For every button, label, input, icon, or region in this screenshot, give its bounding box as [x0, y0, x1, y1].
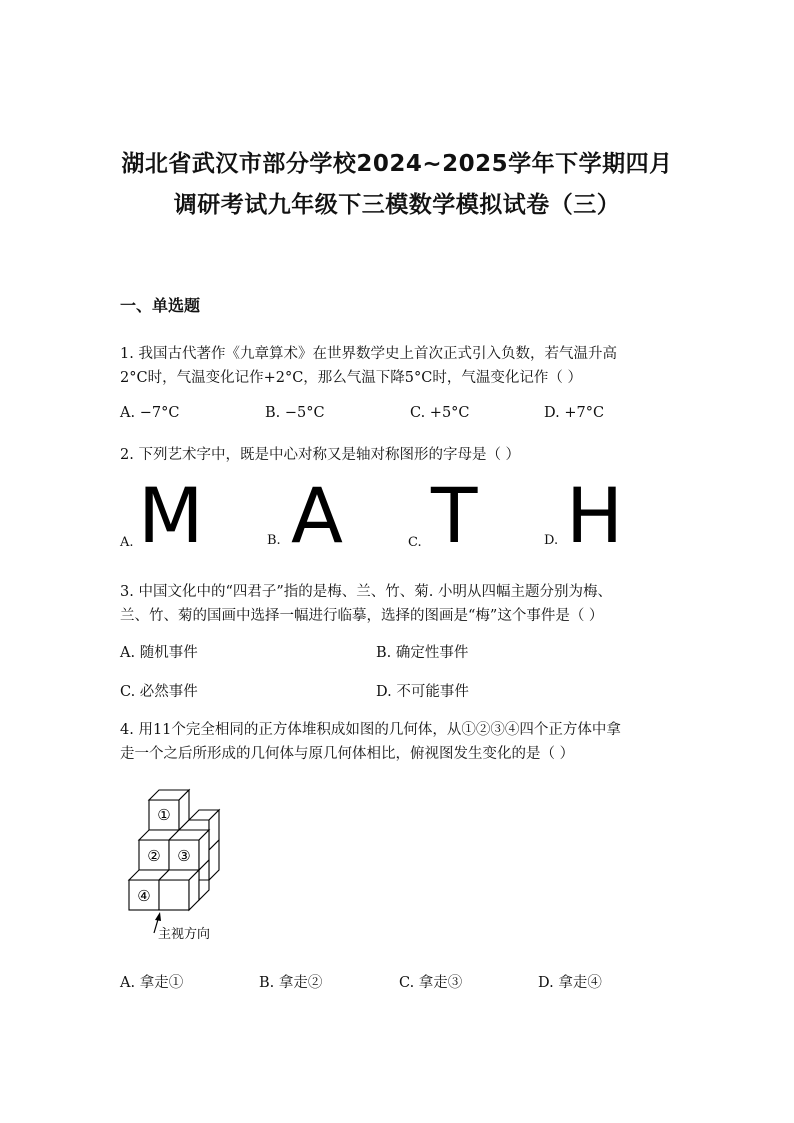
q3-option-b: B. 确定性事件 [376, 645, 469, 661]
q4-text-line-1: 4. 用11个完全相同的正方体堆积成如图的几何体，从①②③④四个正方体中拿 [120, 722, 621, 738]
q1-option-d: D. +7°C [544, 405, 605, 421]
q1-option-b: B. −5°C [265, 405, 325, 421]
q1-option-a: A. −7°C [120, 405, 180, 421]
q2-letter-t: T [431, 471, 478, 560]
q2-letter-h: H [566, 471, 624, 560]
q2-letter-a: A [291, 471, 343, 560]
cube-label-3: ③ [177, 847, 191, 865]
cube-stack-figure [120, 785, 240, 945]
exam-title-line-2: 调研考试九年级下三模数学模拟试卷（三） [173, 192, 621, 218]
q2-option-c-label: C. [408, 535, 422, 550]
q1-text-line-2: 2°C时，气温变化记作+2°C，那么气温下降5°C时，气温变化记作（ ） [120, 370, 582, 386]
q2-option-b-label: B. [267, 533, 281, 548]
q3-text-line-1: 3. 中国文化中的“四君子”指的是梅、兰、竹、菊. 小明从四幅主题分别为梅、 [120, 584, 612, 600]
q2-text: 2. 下列艺术字中，既是中心对称又是轴对称图形的字母是（ ） [120, 447, 521, 463]
q3-option-a: A. 随机事件 [120, 645, 198, 661]
section-heading: 一、单选题 [120, 296, 201, 315]
cube-label-1: ① [157, 806, 171, 824]
view-direction-caption: 主视方向 [158, 927, 211, 942]
q2-option-d-label: D. [544, 533, 559, 548]
arrow-head-icon [155, 912, 161, 921]
q4-option-b: B. 拿走② [259, 975, 323, 991]
q2-letter-m: M [138, 471, 204, 560]
q3-text-line-2: 兰、竹、菊的国画中选择一幅进行临摹，选择的图画是“梅”这个事件是（ ） [120, 608, 604, 624]
q3-option-d: D. 不可能事件 [376, 684, 469, 700]
cube-label-4: ④ [137, 887, 151, 905]
q1-text-line-1: 1. 我国古代著作《九章算术》在世界数学史上首次正式引入负数，若气温升高 [120, 346, 617, 362]
q4-option-c: C. 拿走③ [399, 975, 463, 991]
q4-option-a: A. 拿走① [120, 975, 184, 991]
q3-option-c: C. 必然事件 [120, 684, 198, 700]
q1-option-c: C. +5°C [410, 405, 470, 421]
q2-option-a-label: A. [120, 535, 134, 550]
q4-option-d: D. 拿走④ [538, 975, 602, 991]
cube-label-2: ② [147, 847, 161, 865]
q4-text-line-2: 走一个之后所形成的几何体与原几何体相比，俯视图发生变化的是（ ） [120, 746, 575, 762]
exam-title-line-1: 湖北省武汉市部分学校2024~2025学年下学期四月 [121, 151, 673, 177]
